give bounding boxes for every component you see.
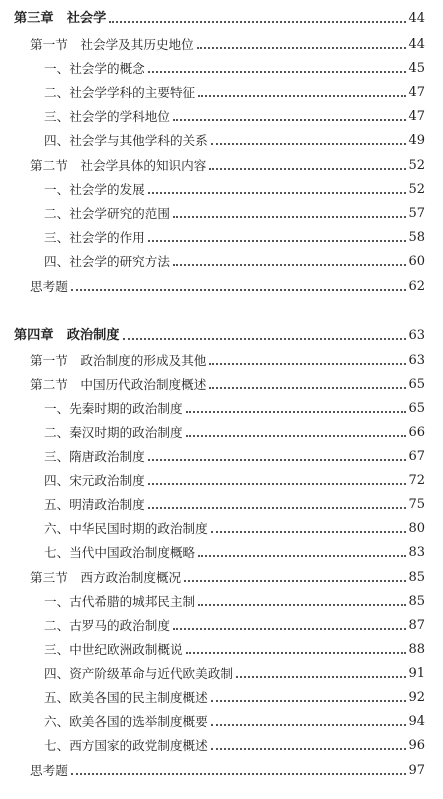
toc-item-row [0,711,443,731]
toc-entry-title: 五、欧美各国的民主制度概述 [44,690,208,705]
dot-leader [236,676,407,678]
dot-leader [71,289,407,291]
toc-page-number: 44 [408,37,425,52]
toc-item-row [0,639,443,659]
dot-leader [211,724,407,726]
toc-item-row [0,82,443,102]
toc-item-row [0,518,443,538]
toc-page-number: 62 [408,279,425,294]
toc-entry-title: 三、中世纪欧洲政制概说 [44,642,183,657]
toc-entry-title: 思考题 [30,763,68,778]
toc-page-number: 44 [408,11,425,26]
dot-leader [211,748,407,750]
toc-item-row [0,542,443,562]
toc-entry-title: 三、社会学的学科地位 [44,109,170,124]
dot-leader [209,363,406,365]
toc-entry-title: 七、西方国家的政党制度概述 [44,738,208,753]
toc-chapter-row [0,325,443,345]
dot-leader [148,507,407,509]
toc-page-number: 80 [408,521,425,536]
toc-item-row [0,470,443,490]
dot-leader [198,95,406,97]
dot-leader [211,700,407,702]
toc-entry-title: 三、隋唐政治制度 [44,449,145,464]
toc-page-number: 63 [408,328,425,343]
toc-entry-title: 二、古罗马的政治制度 [44,618,170,633]
toc-item-row [0,735,443,755]
dot-leader [148,71,407,73]
toc-item-row [0,663,443,683]
dot-leader [148,483,407,485]
dot-leader [184,580,406,582]
toc-entry-title: 五、明清政治制度 [44,497,145,512]
toc-entry-title: 四、宋元政治制度 [44,473,145,488]
toc-entry-title: 七、当代中国政治制度概略 [44,545,196,560]
toc-entry-title: 思考题 [30,279,68,294]
toc-item-row [0,179,443,199]
toc-page-number: 58 [408,230,425,245]
dot-leader [211,531,407,533]
toc-entry-title: 四、社会学的研究方法 [44,254,170,269]
toc-entry-title: 第三节 西方政治制度概况 [30,570,182,585]
toc-page-number: 60 [408,254,425,269]
toc-entry-title: 一、社会学的发展 [44,182,145,197]
toc-entry-title: 四、社会学与其他学科的关系 [44,133,208,148]
toc-item-row [0,687,443,707]
toc-entry-title: 第一节 社会学及其历史地位 [30,37,194,52]
dot-leader [211,143,407,145]
toc-entry-title: 三、社会学的作用 [44,230,145,245]
toc-page-number: 88 [408,642,425,657]
dot-leader [186,652,407,654]
toc-page-number: 91 [408,666,425,681]
dot-leader [198,604,406,606]
dot-leader [109,21,406,23]
dot-leader [173,628,407,630]
toc-page-number: 47 [408,109,425,124]
toc-page-number: 66 [408,425,425,440]
toc-chapter-row [0,8,443,28]
toc-entry-title: 第二节 中国历代政治制度概述 [30,377,207,392]
dot-leader [123,338,407,340]
dot-leader [209,168,406,170]
toc-item-row [0,130,443,150]
toc-section-row [0,350,443,370]
toc-entry-title: 一、古代希腊的城邦民主制 [44,594,196,609]
toc-page-number: 97 [408,763,425,778]
toc-section-row [0,155,443,175]
toc-item-row [0,106,443,126]
toc-questions-row [0,276,443,296]
toc-entry-title: 二、社会学学科的主要特征 [44,85,196,100]
toc-page-number: 83 [408,545,425,560]
dot-leader [197,47,407,49]
toc-entry-title: 六、中华民国时期的政治制度 [44,521,208,536]
toc-page-number: 52 [408,158,425,173]
toc-item-row [0,251,443,271]
toc-item-row [0,615,443,635]
dot-leader [186,411,407,413]
toc-item-row [0,591,443,611]
toc-page-number: 47 [408,85,425,100]
toc-page-number: 75 [408,497,425,512]
toc-page-number: 85 [408,594,425,609]
toc-questions-row [0,760,443,780]
toc-page-number: 72 [408,473,425,488]
toc-page-number: 85 [408,570,425,585]
toc-page-number: 45 [408,61,425,76]
dot-leader [186,435,407,437]
toc-page-number: 92 [408,690,425,705]
dot-leader [209,387,406,389]
toc-page-number: 49 [408,133,425,148]
toc-page-number: 67 [408,449,425,464]
toc-section-row [0,374,443,394]
toc-entry-title: 四、资产阶级革命与近代欧美政制 [44,666,233,681]
toc-item-row [0,203,443,223]
toc-page-number: 57 [408,206,425,221]
toc-item-row [0,446,443,466]
toc-entry-title: 第一节 政治制度的形成及其他 [30,353,207,368]
toc-entry-title: 六、欧美各国的选举制度概要 [44,714,208,729]
toc-entry-title: 二、社会学研究的范围 [44,206,170,221]
dot-leader [198,555,406,557]
toc-entry-title: 一、社会学的概念 [44,61,145,76]
toc-item-row [0,398,443,418]
toc-page-number: 87 [408,618,425,633]
toc-item-row [0,494,443,514]
toc-item-row [0,58,443,78]
toc-page-number: 63 [408,353,425,368]
toc-page-number: 65 [408,377,425,392]
toc-entry-title: 第四章 政治制度 [14,328,120,343]
dot-leader [148,240,407,242]
dot-leader [148,459,407,461]
dot-leader [71,773,407,775]
dot-leader [173,216,407,218]
toc-entry-title: 一、先秦时期的政治制度 [44,401,183,416]
toc-page-number: 52 [408,182,425,197]
dot-leader [173,264,407,266]
toc-entry-title: 二、秦汉时期的政治制度 [44,425,183,440]
toc-page-number: 94 [408,714,425,729]
toc-entry-title: 第二节 社会学具体的知识内容 [30,158,207,173]
dot-leader [173,119,407,121]
toc-section-row [0,567,443,587]
toc-section-row [0,34,443,54]
toc-entry-title: 第三章 社会学 [14,11,107,26]
toc-item-row [0,422,443,442]
toc-page-number: 65 [408,401,425,416]
toc-item-row [0,227,443,247]
toc-page-number: 96 [408,738,425,753]
dot-leader [148,192,407,194]
